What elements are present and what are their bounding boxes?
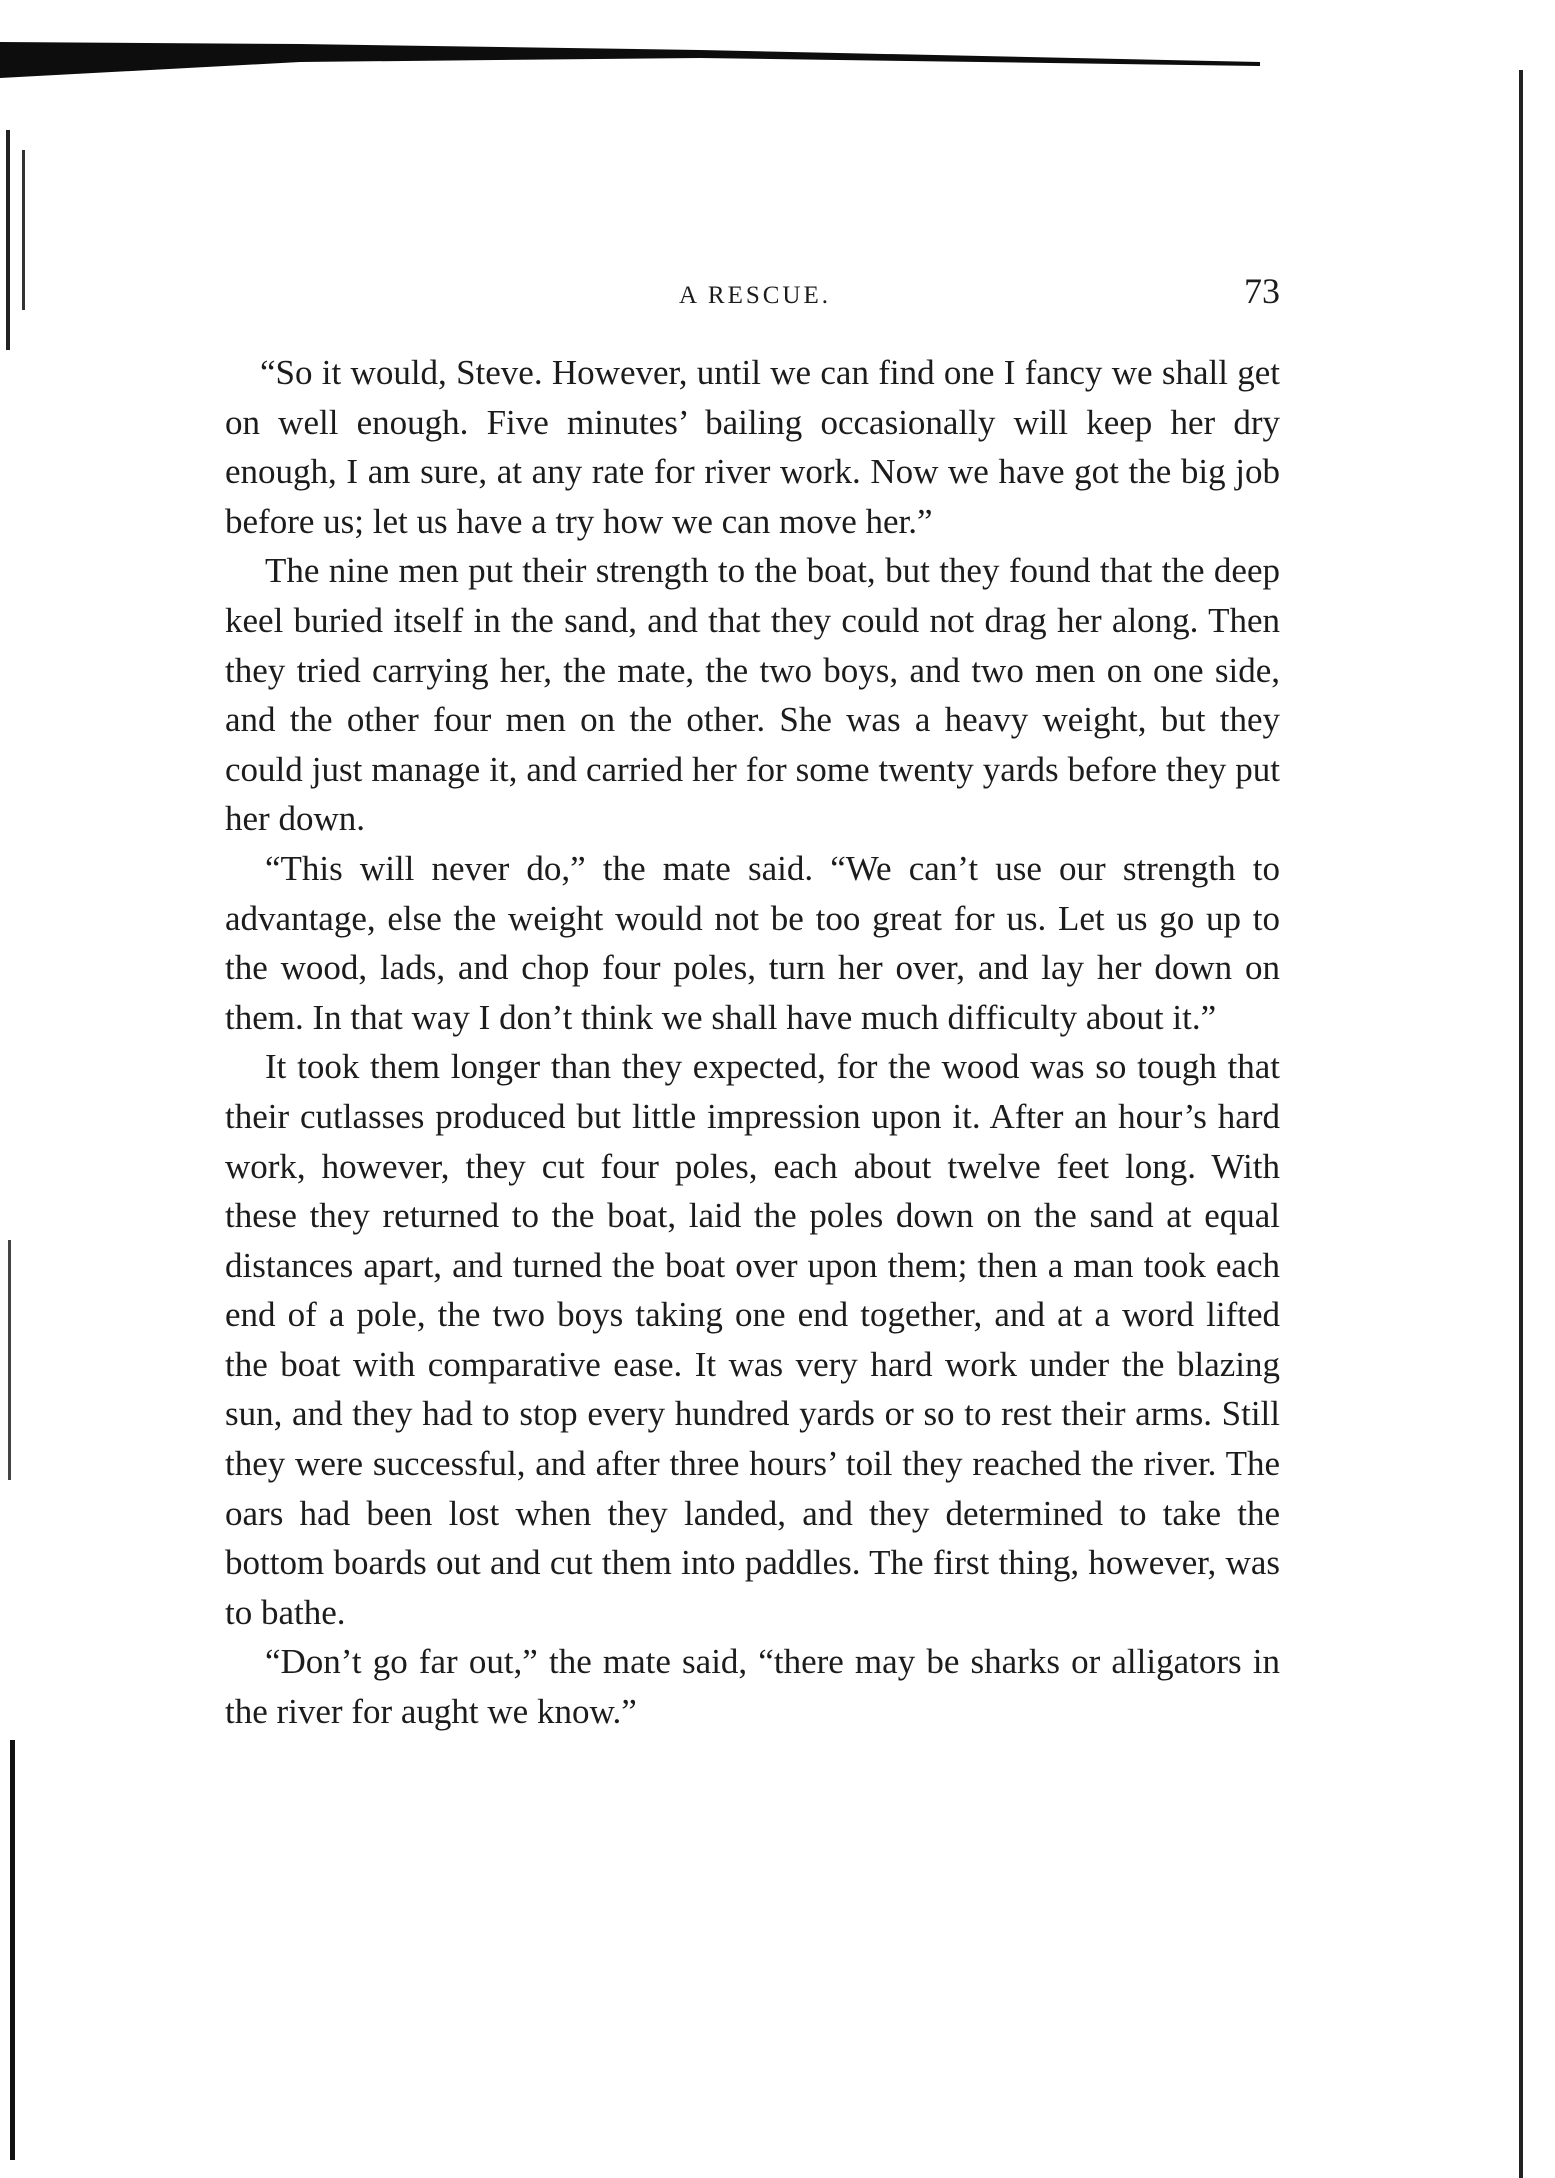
- paragraph: “Don’t go far out,” the mate said, “there may be sharks or alligators in the river for aught we know.”: [225, 1642, 1280, 1732]
- body-text: [225, 348, 1280, 1737]
- running-title: A RESCUE.: [678, 282, 832, 309]
- scan-left-edge-marks: [0, 120, 60, 2178]
- paragraph: “So it would, Steve. However, until we can find one I fancy we shall get on well enough. Five minutes’ bailing occasionally will keep her dry enough, I am sure, at any rate for river work. Now we have got the big job before us; let us have a try how we can move her.”: [225, 353, 1280, 541]
- page-header: [225, 270, 1285, 320]
- scan-right-edge-line: [1515, 70, 1555, 2178]
- paragraph: “This will never do,” the mate said. “We can’t use our strength to advantage, else the weight would not be too great for us. Let us go up to the wood, lads, and chop four poles, turn her over, and lay her down on them. In that way I don’t think we shall have much difficulty about it.”: [225, 848, 1280, 1037]
- paragraph: The nine men put their strength to the boat, but they found that the deep keel buried itself in the sand, and that they could not drag her along. Then they tried carrying her, the mate, the two boys, and two men on one side, and the other four men on the other. She was a heavy weight, but they could just manage it, and carried her for some twenty yards before they put her down.: [225, 551, 1280, 839]
- scan-top-edge-shadow: [0, 40, 1260, 80]
- page-number: 73: [1244, 271, 1280, 311]
- paragraph: It took them longer than they expected, for the wood was so tough that their cutlasses produced but little impression upon it. After an hour’s hard work, however, they cut four poles, each about twelve feet long. With these they returned to the boat, laid the poles down on the sand at equal distances apart, and turned the boat over upon them; then a man took each end of a pole, the two boys taking one end together, and at a word lifted the boat with comparative ease. It was very hard work under the blazing sun, and they had to stop every hundred yards or so to rest their arms. Still they were successful, and after three hours’ toil they reached the river. The oars had been lost when they landed, and they determined to take the bottom boards out and cut them into paddles. The first thing, however, was to bathe.: [225, 1047, 1280, 1632]
